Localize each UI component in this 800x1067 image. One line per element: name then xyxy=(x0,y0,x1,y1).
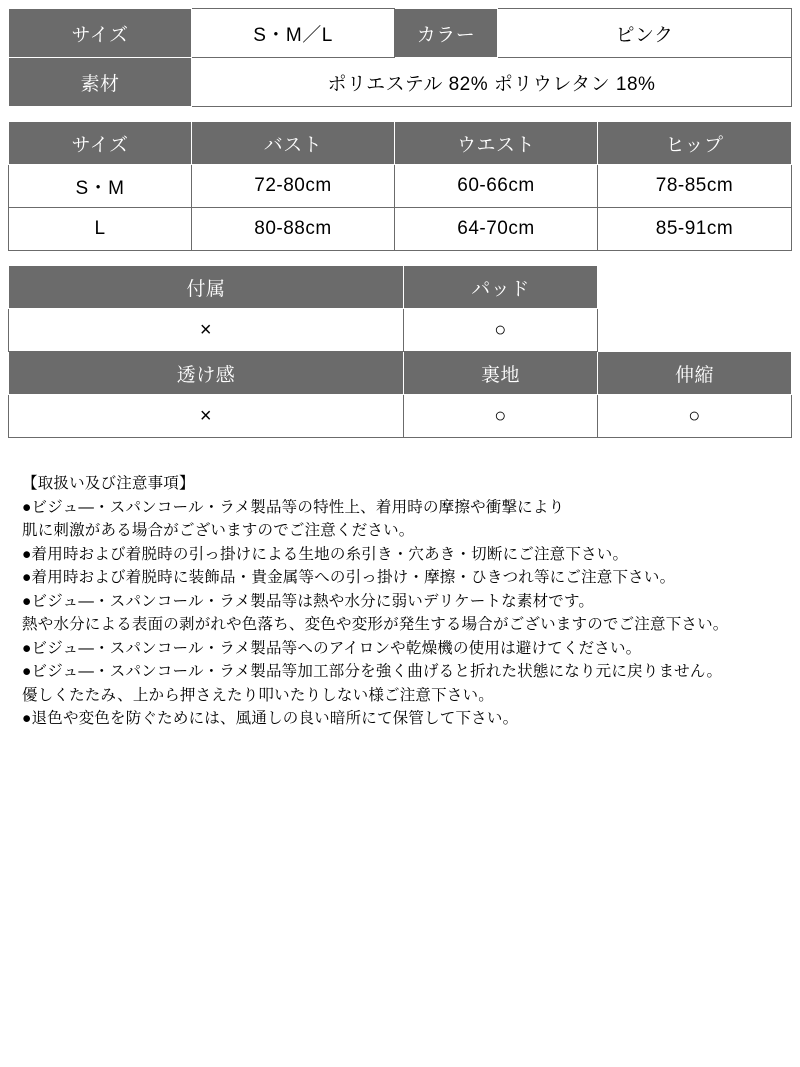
size-chart-table xyxy=(8,121,792,251)
size-row-bust: 72-80cm xyxy=(192,165,395,208)
care-notes-title: 【取扱い及び注意事項】 xyxy=(22,475,195,492)
size-row-hip: 85-91cm xyxy=(598,208,792,251)
care-note-line: ●着用時および着脱時に装飾品・貴金属等への引っ掛け・摩擦・ひきつれ等にご注意下さい。 xyxy=(22,569,676,586)
care-note-line: ●ビジュ―・スパンコール・ラメ製品等へのアイロンや乾燥機の使用は避けてください。 xyxy=(22,639,642,657)
feature-header-stretch: 伸縮 xyxy=(598,352,792,395)
table-row xyxy=(9,165,792,208)
spec-value-color: ピンク xyxy=(498,9,792,58)
care-note-line: ●ビジュ―・スパンコール・ラメ製品等加工部分を強く曲げると折れた状態になり元に戻りません。 xyxy=(22,663,723,680)
table-row xyxy=(9,58,792,107)
table-row xyxy=(9,309,792,352)
spec-table xyxy=(8,8,792,107)
table-row xyxy=(9,395,792,438)
table-row xyxy=(9,9,792,58)
table-row xyxy=(9,208,792,251)
size-col-header-bust: バスト xyxy=(192,122,395,165)
feature-value-sheerness: × xyxy=(9,395,404,438)
spec-value-size: S・M／L xyxy=(192,9,395,58)
table-header-row xyxy=(9,122,792,165)
spec-label-color: カラー xyxy=(395,9,498,58)
table-header-row xyxy=(9,352,792,395)
size-col-header-hip: ヒップ xyxy=(598,122,792,165)
care-note-line: ●退色や変色を防ぐためには、風通しの良い暗所にて保管して下さい。 xyxy=(22,710,519,727)
spec-label-size: サイズ xyxy=(9,9,192,58)
size-row-hip: 78-85cm xyxy=(598,165,792,208)
care-notes xyxy=(8,472,792,731)
feature-header-lining: 裏地 xyxy=(404,352,598,395)
size-col-header-size: サイズ xyxy=(9,122,192,165)
size-row-label: S・M xyxy=(9,165,192,208)
size-row-waist: 60-66cm xyxy=(395,165,598,208)
care-note-line: ●ビジュ―・スパンコール・ラメ製品等は熱や水分に弱いデリケートな素材です。 xyxy=(22,592,595,610)
size-row-bust: 80-88cm xyxy=(192,208,395,251)
size-row-label: L xyxy=(9,208,192,251)
feature-value-accessory: × xyxy=(9,309,404,352)
feature-header-accessory: 付属 xyxy=(9,266,404,309)
table-header-row xyxy=(9,266,792,309)
spec-value-material: ポリエステル 82% ポリウレタン 18% xyxy=(192,58,792,107)
spec-label-material: 素材 xyxy=(9,58,192,107)
care-note-line: ●着用時および着脱時の引っ掛けによる生地の糸引き・穴あき・切断にご注意下さい。 xyxy=(22,545,629,563)
feature-value-stretch: ○ xyxy=(598,395,792,438)
size-col-header-waist: ウエスト xyxy=(395,122,598,165)
care-note-line: ●ビジュ―・スパンコール・ラメ製品等の特性上、着用時の摩擦や衝撃により xyxy=(22,498,565,516)
care-note-line: 優しくたたみ、上から押さえたり叩いたりしない様ご注意下さい。 xyxy=(22,686,494,704)
care-note-line: 肌に刺激がある場合がございますのでご注意ください。 xyxy=(22,522,415,539)
feature-value-lining: ○ xyxy=(404,395,598,438)
size-row-waist: 64-70cm xyxy=(395,208,598,251)
feature-table xyxy=(8,265,792,438)
care-note-line: 熱や水分による表面の剥がれや色落ち、変色や変形が発生する場合がございますのでご注意下さい。 xyxy=(22,616,729,633)
feature-value-pad: ○ xyxy=(404,309,598,352)
feature-header-pad: パッド xyxy=(404,266,598,309)
feature-header-sheerness: 透け感 xyxy=(9,352,404,395)
